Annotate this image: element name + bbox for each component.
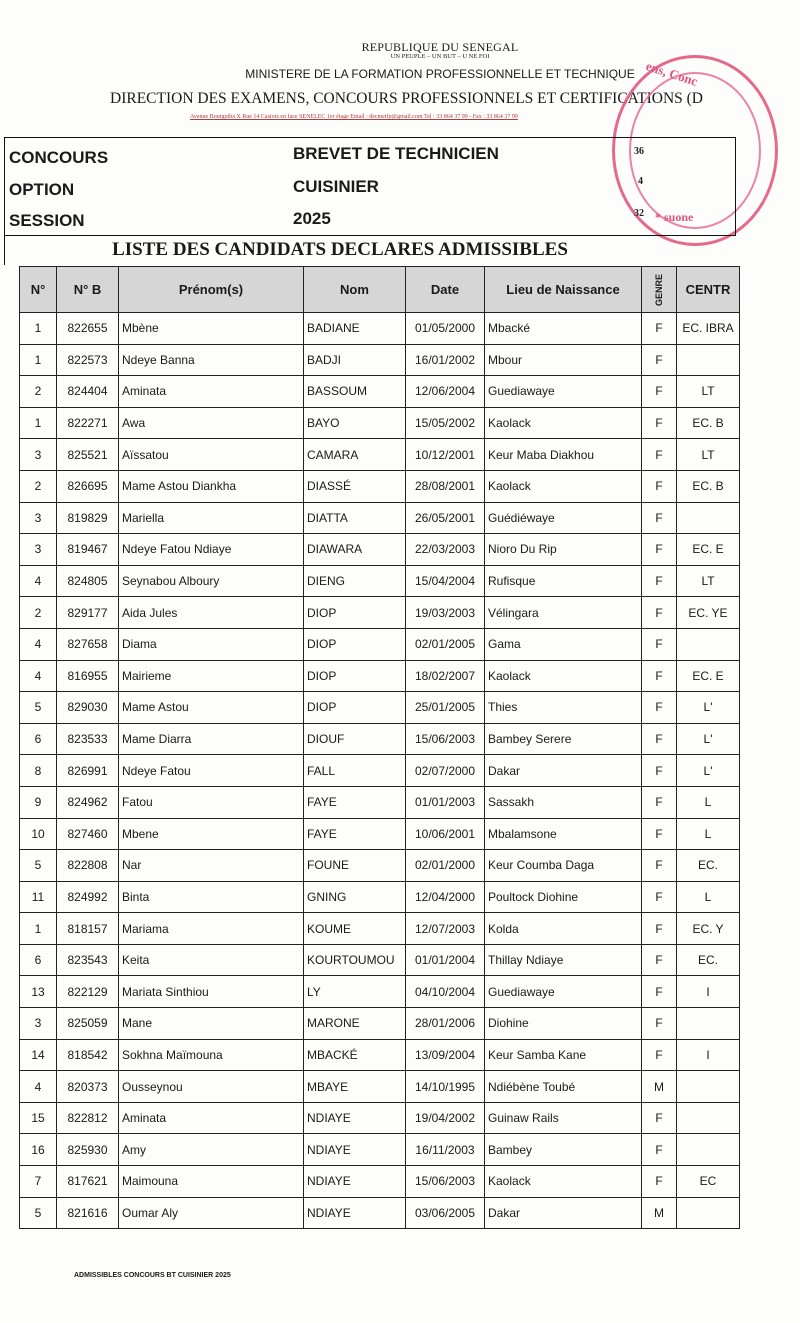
row-genre: F <box>642 1008 677 1040</box>
row-genre: F <box>642 976 677 1008</box>
row-nb: 822129 <box>57 976 119 1008</box>
row-genre: F <box>642 850 677 882</box>
row-centre <box>677 628 740 660</box>
row-nb: 824805 <box>57 565 119 597</box>
row-lieu: Thillay Ndiaye <box>485 944 642 976</box>
row-nb: 829030 <box>57 692 119 724</box>
row-number: 1 <box>20 407 57 439</box>
table-row <box>20 376 740 408</box>
table-row <box>20 1071 740 1103</box>
table-row <box>20 534 740 566</box>
row-nb: 823543 <box>57 944 119 976</box>
row-nb: 821616 <box>57 1197 119 1229</box>
row-centre: L' <box>677 723 740 755</box>
row-prenom: Fatou <box>119 786 304 818</box>
col-header-centre: CENTR <box>677 267 740 313</box>
row-nom: NDIAYE <box>304 1197 406 1229</box>
row-date: 15/06/2003 <box>406 723 485 755</box>
row-nom: BASSOUM <box>304 376 406 408</box>
row-nom: FOUNE <box>304 850 406 882</box>
row-date: 19/04/2002 <box>406 1102 485 1134</box>
row-prenom: Sokhna Maïmouna <box>119 1039 304 1071</box>
row-prenom: Ousseynou <box>119 1071 304 1103</box>
row-nb: 822808 <box>57 850 119 882</box>
row-nb: 816955 <box>57 660 119 692</box>
option-value: CUISINIER <box>293 177 379 196</box>
row-centre: L' <box>677 692 740 724</box>
row-lieu: Guediawaye <box>485 976 642 1008</box>
row-prenom: Aida Jules <box>119 597 304 629</box>
row-centre: EC. IBRA <box>677 313 740 345</box>
row-genre: F <box>642 818 677 850</box>
row-nom: NDIAYE <box>304 1166 406 1198</box>
row-nb: 817621 <box>57 1166 119 1198</box>
ministry-title: MINISTERE DE LA FORMATION PROFESSIONNELLE ET TECHNIQUE <box>245 67 635 81</box>
row-prenom: Mane <box>119 1008 304 1040</box>
row-nb: 826991 <box>57 755 119 787</box>
row-genre: F <box>642 376 677 408</box>
table-row <box>20 786 740 818</box>
row-prenom: Mariella <box>119 502 304 534</box>
row-centre: EC <box>677 1166 740 1198</box>
row-prenom: Aminata <box>119 376 304 408</box>
row-centre: L <box>677 786 740 818</box>
row-number: 1 <box>20 913 57 945</box>
row-prenom: Mariata Sinthiou <box>119 976 304 1008</box>
row-genre: F <box>642 755 677 787</box>
table-row <box>20 1102 740 1134</box>
list-title: LISTE DES CANDIDATS DECLARES ADMISSIBLES <box>4 235 735 265</box>
row-nb: 822271 <box>57 407 119 439</box>
row-nom: BADJI <box>304 344 406 376</box>
row-genre: F <box>642 439 677 471</box>
table-row <box>20 344 740 376</box>
row-date: 19/03/2003 <box>406 597 485 629</box>
row-centre: EC. Y <box>677 913 740 945</box>
row-genre: F <box>642 313 677 345</box>
row-prenom: Awa <box>119 407 304 439</box>
row-lieu: Bambey Serere <box>485 723 642 755</box>
footer-caption: ADMISSIBLES CONCOURS BT CUISINIER 2025 <box>74 1272 231 1279</box>
row-genre: F <box>642 407 677 439</box>
row-nb: 819829 <box>57 502 119 534</box>
row-nb: 822573 <box>57 344 119 376</box>
row-number: 6 <box>20 944 57 976</box>
row-prenom: Mame Diarra <box>119 723 304 755</box>
row-nom: CAMARA <box>304 439 406 471</box>
exam-info-block <box>4 137 736 236</box>
row-date: 25/01/2005 <box>406 692 485 724</box>
concours-value: BREVET DE TECHNICIEN <box>293 144 499 163</box>
row-date: 15/04/2004 <box>406 565 485 597</box>
row-lieu: Mbalamsone <box>485 818 642 850</box>
row-number: 5 <box>20 692 57 724</box>
table-row <box>20 660 740 692</box>
col-header-nom: Nom <box>304 267 406 313</box>
row-number: 4 <box>20 628 57 660</box>
row-centre: EC. <box>677 944 740 976</box>
row-date: 22/03/2003 <box>406 534 485 566</box>
row-nom: FAYE <box>304 818 406 850</box>
row-centre: L' <box>677 755 740 787</box>
row-date: 10/06/2001 <box>406 818 485 850</box>
row-nom: MBACKÉ <box>304 1039 406 1071</box>
table-row <box>20 723 740 755</box>
row-centre <box>677 1134 740 1166</box>
row-nom: GNING <box>304 881 406 913</box>
row-centre: EC. <box>677 850 740 882</box>
row-lieu: Ndiébène Toubé <box>485 1071 642 1103</box>
row-date: 26/05/2001 <box>406 502 485 534</box>
row-date: 28/08/2001 <box>406 470 485 502</box>
row-date: 15/05/2002 <box>406 407 485 439</box>
row-nom: FAYE <box>304 786 406 818</box>
row-nb: 820373 <box>57 1071 119 1103</box>
row-number: 2 <box>20 470 57 502</box>
row-genre: F <box>642 344 677 376</box>
row-nb: 824962 <box>57 786 119 818</box>
row-prenom: Ndeye Banna <box>119 344 304 376</box>
row-lieu: Kaolack <box>485 407 642 439</box>
row-prenom: Mbène <box>119 313 304 345</box>
row-nom: DIOP <box>304 660 406 692</box>
row-lieu: Kaolack <box>485 470 642 502</box>
session-value: 2025 <box>293 209 331 228</box>
row-nom: FALL <box>304 755 406 787</box>
table-row <box>20 818 740 850</box>
table-row <box>20 502 740 534</box>
row-date: 04/10/2004 <box>406 976 485 1008</box>
row-number: 5 <box>20 850 57 882</box>
row-number: 7 <box>20 1166 57 1198</box>
row-nom: LY <box>304 976 406 1008</box>
table-row <box>20 881 740 913</box>
row-centre: EC. B <box>677 407 740 439</box>
row-date: 10/12/2001 <box>406 439 485 471</box>
row-nb: 829177 <box>57 597 119 629</box>
row-lieu: Guédiéwaye <box>485 502 642 534</box>
row-prenom: Mairieme <box>119 660 304 692</box>
row-genre: F <box>642 1102 677 1134</box>
row-genre: F <box>642 597 677 629</box>
row-lieu: Mbour <box>485 344 642 376</box>
row-date: 15/06/2003 <box>406 1166 485 1198</box>
national-motto: UN PEUPLE – UN BUT – U NE FOI <box>390 53 490 60</box>
row-number: 3 <box>20 502 57 534</box>
row-lieu: Kaolack <box>485 660 642 692</box>
row-date: 02/01/2005 <box>406 628 485 660</box>
row-nom: DIAWARA <box>304 534 406 566</box>
row-lieu: Gama <box>485 628 642 660</box>
row-lieu: Kaolack <box>485 1166 642 1198</box>
table-row <box>20 407 740 439</box>
row-centre <box>677 1008 740 1040</box>
row-date: 16/11/2003 <box>406 1134 485 1166</box>
table-header-row <box>20 267 740 313</box>
row-nb: 819467 <box>57 534 119 566</box>
row-nom: DIASSÉ <box>304 470 406 502</box>
row-number: 3 <box>20 534 57 566</box>
row-lieu: Mbacké <box>485 313 642 345</box>
row-centre: LT <box>677 565 740 597</box>
row-genre: F <box>642 534 677 566</box>
row-nom: DIOP <box>304 597 406 629</box>
session-label: SESSION <box>9 211 85 230</box>
row-centre <box>677 344 740 376</box>
row-lieu: Bambey <box>485 1134 642 1166</box>
row-lieu: Thies <box>485 692 642 724</box>
row-number: 2 <box>20 597 57 629</box>
row-nb: 822812 <box>57 1102 119 1134</box>
row-prenom: Mariama <box>119 913 304 945</box>
republic-title: REPUBLIQUE DU SENEGAL <box>361 40 519 54</box>
col-header-number: N° <box>20 267 57 313</box>
row-nom: MBAYE <box>304 1071 406 1103</box>
row-date: 02/07/2000 <box>406 755 485 787</box>
table-row <box>20 597 740 629</box>
row-nb: 824992 <box>57 881 119 913</box>
row-genre: M <box>642 1197 677 1229</box>
col-header-date: Date <box>406 267 485 313</box>
row-date: 18/02/2007 <box>406 660 485 692</box>
row-genre: M <box>642 1071 677 1103</box>
row-nom: DIENG <box>304 565 406 597</box>
row-lieu: Dakar <box>485 755 642 787</box>
row-lieu: Nioro Du Rip <box>485 534 642 566</box>
row-centre <box>677 502 740 534</box>
table-row <box>20 944 740 976</box>
row-centre <box>677 1102 740 1134</box>
candidates-table <box>19 266 740 1229</box>
row-lieu: Sassakh <box>485 786 642 818</box>
table-row <box>20 1134 740 1166</box>
row-nb: 825521 <box>57 439 119 471</box>
row-lieu: Keur Maba Diakhou <box>485 439 642 471</box>
row-number: 4 <box>20 565 57 597</box>
row-centre: EC. E <box>677 660 740 692</box>
row-date: 14/10/1995 <box>406 1071 485 1103</box>
row-date: 01/05/2000 <box>406 313 485 345</box>
table-row <box>20 913 740 945</box>
row-nom: BADIANE <box>304 313 406 345</box>
row-prenom: Aminata <box>119 1102 304 1134</box>
row-nb: 824404 <box>57 376 119 408</box>
row-lieu: Kolda <box>485 913 642 945</box>
row-nb: 825059 <box>57 1008 119 1040</box>
row-nb: 827460 <box>57 818 119 850</box>
row-prenom: Mame Astou Diankha <box>119 470 304 502</box>
handwritten-number-2: 4 <box>638 176 643 187</box>
row-number: 5 <box>20 1197 57 1229</box>
row-centre: EC. B <box>677 470 740 502</box>
row-nb: 818542 <box>57 1039 119 1071</box>
row-nb: 822655 <box>57 313 119 345</box>
row-number: 9 <box>20 786 57 818</box>
table-row <box>20 565 740 597</box>
table-row <box>20 1008 740 1040</box>
table-row <box>20 1039 740 1071</box>
row-genre: F <box>642 660 677 692</box>
row-nom: DIATTA <box>304 502 406 534</box>
table-row <box>20 1166 740 1198</box>
table-row <box>20 692 740 724</box>
row-number: 16 <box>20 1134 57 1166</box>
stamp-text-top: ens, Conc <box>644 58 700 89</box>
row-date: 01/01/2003 <box>406 786 485 818</box>
col-header-nb: N° B <box>57 267 119 313</box>
row-genre: F <box>642 628 677 660</box>
row-genre: F <box>642 692 677 724</box>
row-number: 1 <box>20 313 57 345</box>
table-row <box>20 1197 740 1229</box>
row-nb: 818157 <box>57 913 119 945</box>
row-number: 1 <box>20 344 57 376</box>
row-lieu: Guinaw Rails <box>485 1102 642 1134</box>
row-prenom: Maimouna <box>119 1166 304 1198</box>
row-centre <box>677 1071 740 1103</box>
stamp-text-bottom: * suone <box>655 210 694 224</box>
row-number: 10 <box>20 818 57 850</box>
table-row <box>20 470 740 502</box>
row-nom: DIOUF <box>304 723 406 755</box>
table-row <box>20 439 740 471</box>
row-nom: NDIAYE <box>304 1102 406 1134</box>
table-row <box>20 755 740 787</box>
row-genre: F <box>642 565 677 597</box>
row-date: 03/06/2005 <box>406 1197 485 1229</box>
row-prenom: Seynabou Alboury <box>119 565 304 597</box>
row-prenom: Ndeye Fatou <box>119 755 304 787</box>
col-header-prenom: Prénom(s) <box>119 267 304 313</box>
row-centre: LT <box>677 439 740 471</box>
row-genre: F <box>642 723 677 755</box>
row-lieu: Poultock Diohine <box>485 881 642 913</box>
row-genre: F <box>642 1166 677 1198</box>
row-nom: KOUME <box>304 913 406 945</box>
row-date: 16/01/2002 <box>406 344 485 376</box>
row-genre: F <box>642 1039 677 1071</box>
address-line: Avenue Bourguiba X Rue 14 Castors en face SENELEC 1er étage Email : decmetfp@gmail.com Tel : 33 864 37 99 - Fax : 33 864 37 99 <box>190 114 518 120</box>
row-genre: F <box>642 944 677 976</box>
row-nb: 826695 <box>57 470 119 502</box>
col-header-genre: GENRE <box>642 267 677 313</box>
row-prenom: Diama <box>119 628 304 660</box>
row-lieu: Guediawaye <box>485 376 642 408</box>
row-genre: F <box>642 1134 677 1166</box>
row-centre <box>677 1197 740 1229</box>
option-label: OPTION <box>9 180 75 199</box>
col-header-lieu: Lieu de Naissance <box>485 267 642 313</box>
handwritten-number-1: 36 <box>634 146 644 157</box>
row-date: 01/01/2004 <box>406 944 485 976</box>
row-prenom: Ndeye Fatou Ndiaye <box>119 534 304 566</box>
row-centre: EC. E <box>677 534 740 566</box>
table-row <box>20 313 740 345</box>
table-row <box>20 976 740 1008</box>
row-number: 4 <box>20 660 57 692</box>
row-number: 11 <box>20 881 57 913</box>
row-genre: F <box>642 470 677 502</box>
handwritten-number-3: 32 <box>634 208 644 219</box>
row-date: 12/04/2000 <box>406 881 485 913</box>
row-number: 15 <box>20 1102 57 1134</box>
table-row <box>20 850 740 882</box>
row-nom: MARONE <box>304 1008 406 1040</box>
row-nom: BAYO <box>304 407 406 439</box>
row-nb: 825930 <box>57 1134 119 1166</box>
row-nb: 827658 <box>57 628 119 660</box>
row-date: 13/09/2004 <box>406 1039 485 1071</box>
row-date: 12/06/2004 <box>406 376 485 408</box>
row-centre: I <box>677 1039 740 1071</box>
row-nom: NDIAYE <box>304 1134 406 1166</box>
row-number: 3 <box>20 439 57 471</box>
row-prenom: Mame Astou <box>119 692 304 724</box>
row-genre: F <box>642 502 677 534</box>
row-nb: 823533 <box>57 723 119 755</box>
row-number: 6 <box>20 723 57 755</box>
row-lieu: Dakar <box>485 1197 642 1229</box>
row-prenom: Keita <box>119 944 304 976</box>
row-genre: F <box>642 881 677 913</box>
row-date: 12/07/2003 <box>406 913 485 945</box>
row-centre: LT <box>677 376 740 408</box>
row-number: 3 <box>20 1008 57 1040</box>
row-number: 2 <box>20 376 57 408</box>
row-lieu: Rufisque <box>485 565 642 597</box>
row-number: 13 <box>20 976 57 1008</box>
row-prenom: Aïssatou <box>119 439 304 471</box>
row-date: 02/01/2000 <box>406 850 485 882</box>
row-prenom: Oumar Aly <box>119 1197 304 1229</box>
row-genre: F <box>642 786 677 818</box>
row-lieu: Keur Samba Kane <box>485 1039 642 1071</box>
row-number: 14 <box>20 1039 57 1071</box>
row-nom: DIOP <box>304 692 406 724</box>
row-number: 4 <box>20 1071 57 1103</box>
concours-label: CONCOURS <box>9 148 109 167</box>
row-number: 8 <box>20 755 57 787</box>
row-nom: KOURTOUMOU <box>304 944 406 976</box>
row-centre: L <box>677 881 740 913</box>
row-lieu: Diohine <box>485 1008 642 1040</box>
row-genre: F <box>642 913 677 945</box>
row-prenom: Mbene <box>119 818 304 850</box>
row-prenom: Nar <box>119 850 304 882</box>
direction-title: DIRECTION DES EXAMENS, CONCOURS PROFESSIONNELS ET CERTIFICATIONS (D <box>110 90 703 107</box>
row-lieu: Vélingara <box>485 597 642 629</box>
row-centre: I <box>677 976 740 1008</box>
table-row <box>20 628 740 660</box>
row-lieu: Keur Coumba Daga <box>485 850 642 882</box>
row-prenom: Binta <box>119 881 304 913</box>
row-nom: DIOP <box>304 628 406 660</box>
row-centre: L <box>677 818 740 850</box>
row-date: 28/01/2006 <box>406 1008 485 1040</box>
row-centre: EC. YE <box>677 597 740 629</box>
row-prenom: Amy <box>119 1134 304 1166</box>
